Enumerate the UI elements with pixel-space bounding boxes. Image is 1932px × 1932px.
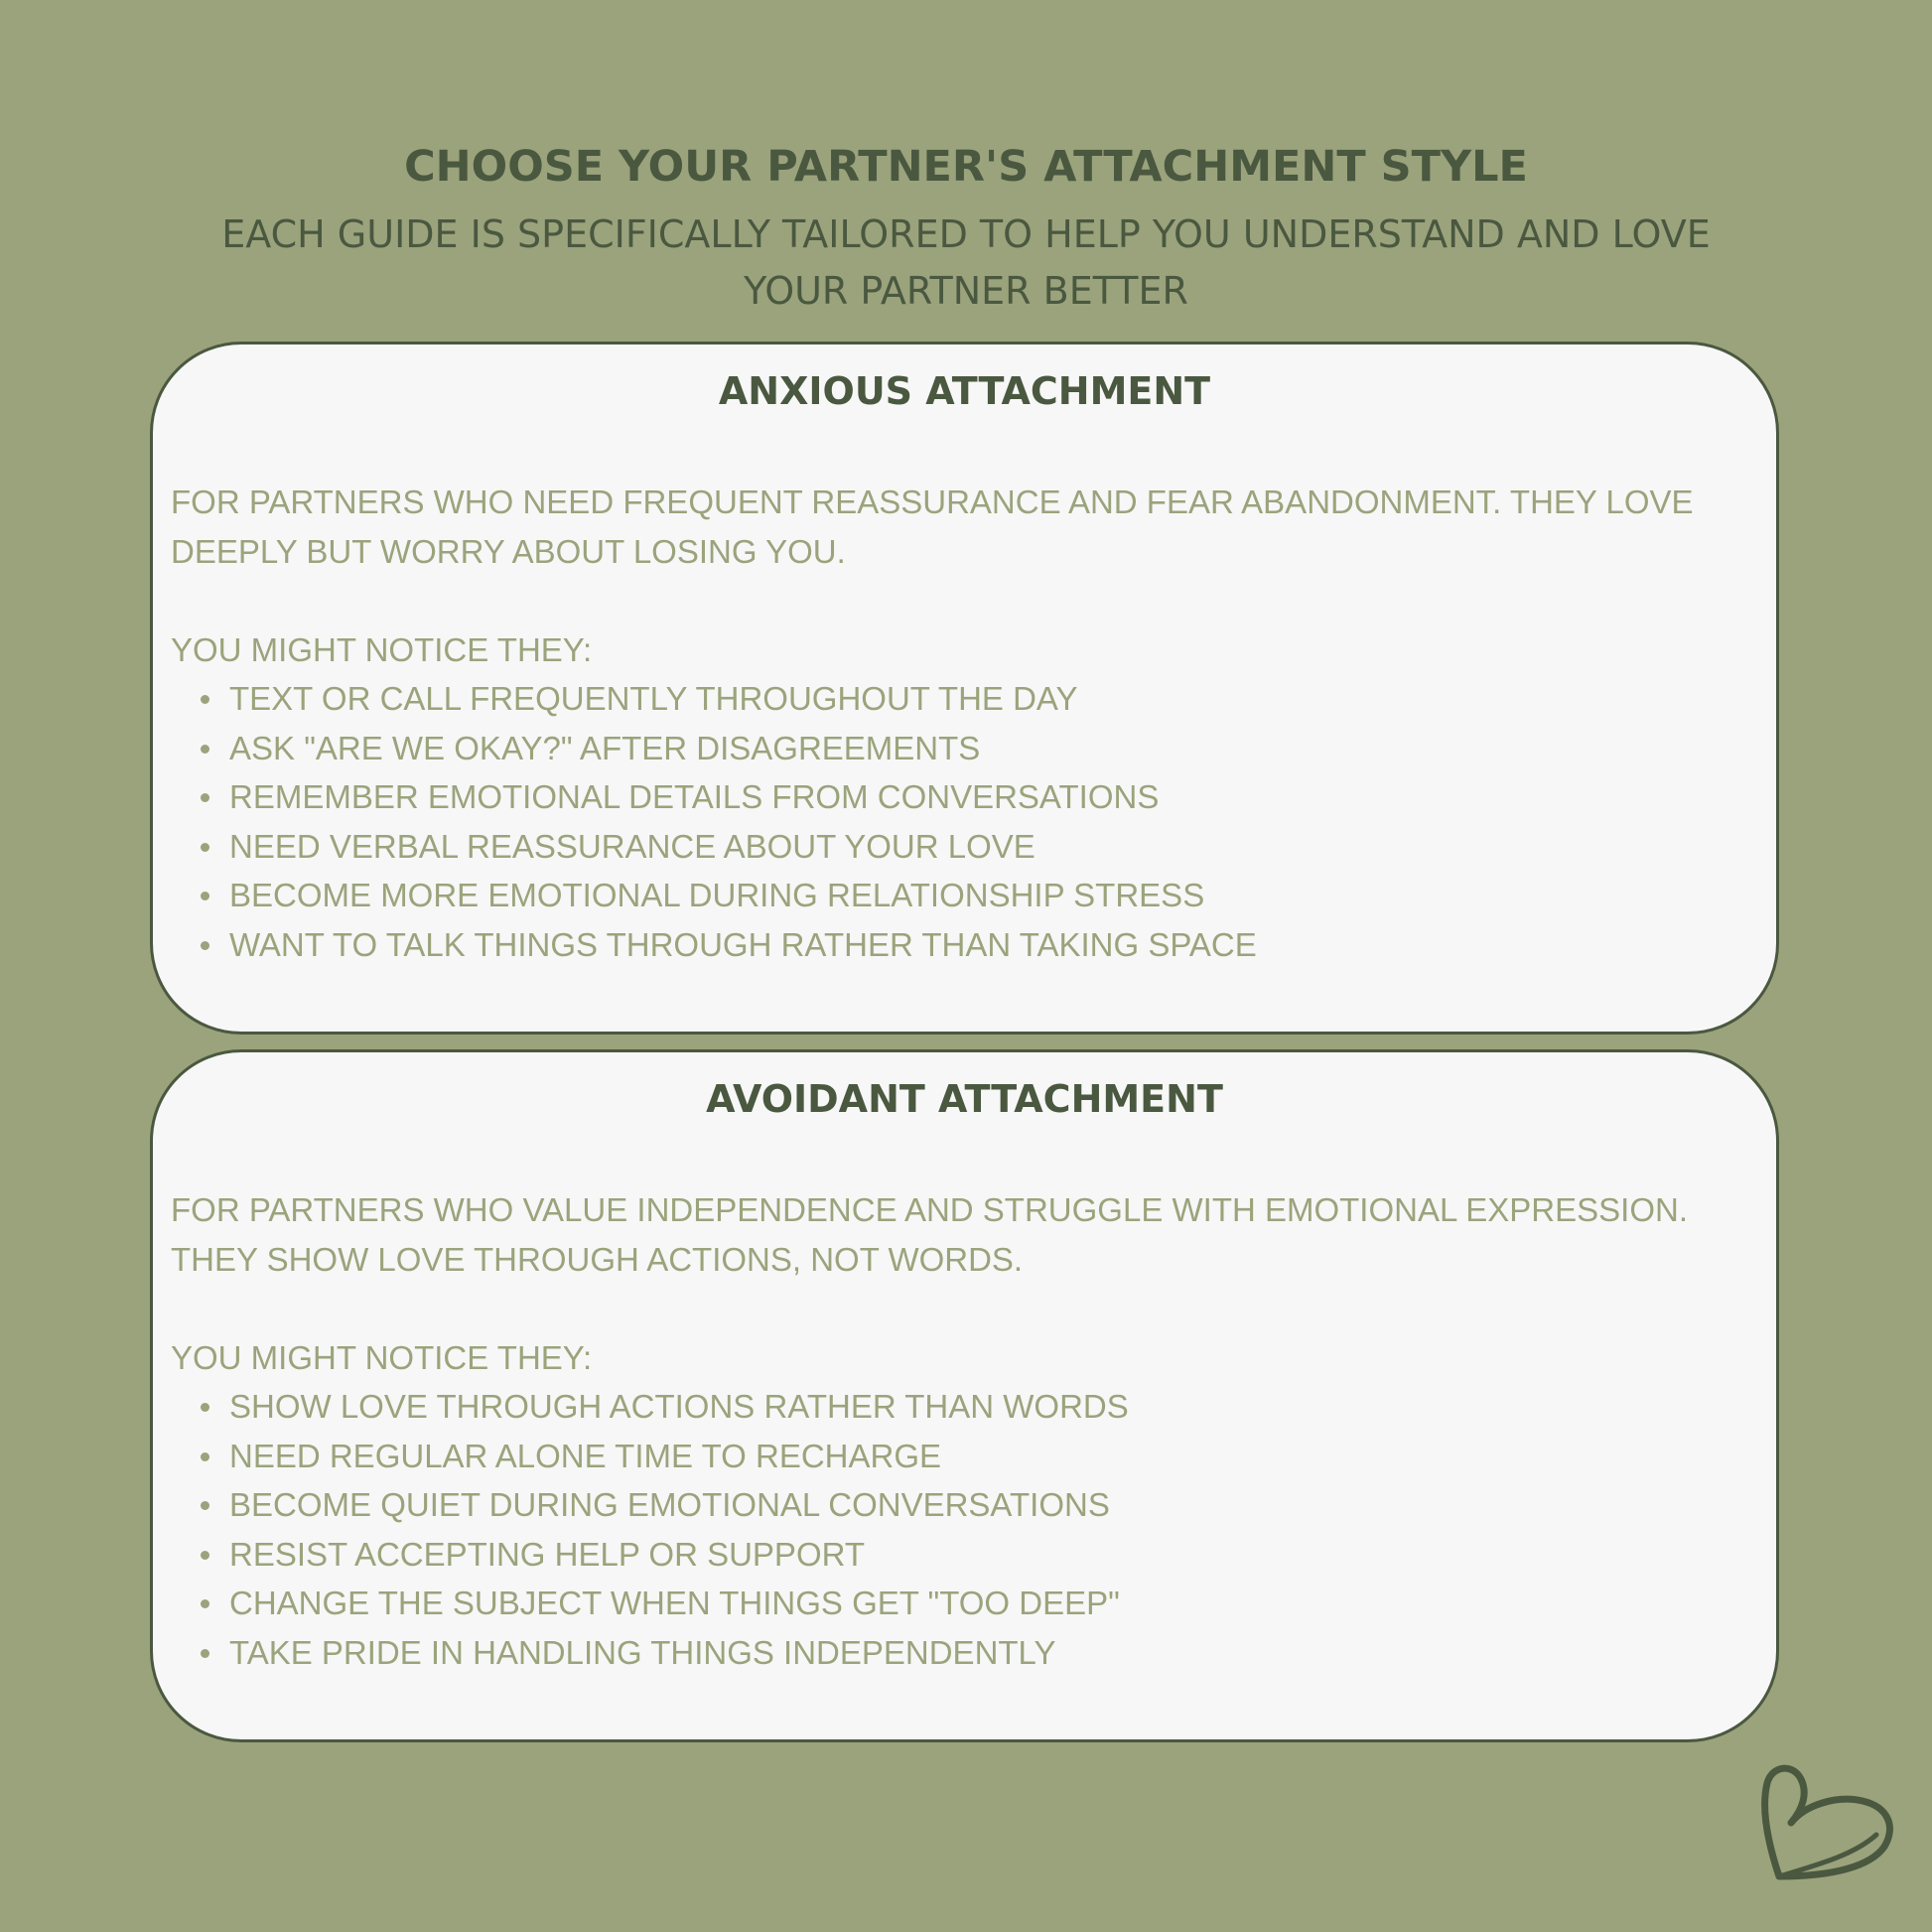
trait-item: NEED REGULAR ALONE TIME TO RECHARGE bbox=[171, 1432, 1720, 1481]
trait-list bbox=[171, 1382, 1720, 1677]
trait-item: REMEMBER EMOTIONAL DETAILS FROM CONVERSATIONS bbox=[171, 772, 1720, 822]
card-body bbox=[171, 1185, 1720, 1677]
trait-item: WANT TO TALK THINGS THROUGH RATHER THAN TAKING SPACE bbox=[171, 920, 1720, 970]
trait-item: ASK "ARE WE OKAY?" AFTER DISAGREEMENTS bbox=[171, 724, 1720, 773]
page-subtitle: EACH GUIDE IS SPECIFICALLY TAILORED TO HELP YOU UNDERSTAND AND LOVE YOUR PARTNER BETTER bbox=[221, 212, 1711, 313]
trait-item: RESIST ACCEPTING HELP OR SUPPORT bbox=[171, 1530, 1720, 1580]
trait-item: TEXT OR CALL FREQUENTLY THROUGHOUT THE DAY bbox=[171, 674, 1720, 724]
trait-item: TAKE PRIDE IN HANDLING THINGS INDEPENDENTLY bbox=[171, 1628, 1720, 1678]
card-body bbox=[171, 478, 1720, 969]
notice-label: YOU MIGHT NOTICE THEY: bbox=[171, 1338, 593, 1376]
trait-item: BECOME QUIET DURING EMOTIONAL CONVERSATIONS bbox=[171, 1480, 1720, 1530]
trait-item: BECOME MORE EMOTIONAL DURING RELATIONSHIP STRESS bbox=[171, 871, 1720, 920]
card-description: FOR PARTNERS WHO NEED FREQUENT REASSURANCE AND FEAR ABANDONMENT. THEY LOVE DEEPLY BUT WORRY ABOUT LOSING YOU. bbox=[171, 483, 1694, 570]
trait-item: CHANGE THE SUBJECT WHEN THINGS GET "TOO DEEP" bbox=[171, 1579, 1720, 1628]
notice-label: YOU MIGHT NOTICE THEY: bbox=[171, 630, 593, 668]
trait-item: NEED VERBAL REASSURANCE ABOUT YOUR LOVE bbox=[171, 822, 1720, 872]
card-avoidant-attachment bbox=[150, 1049, 1779, 1742]
card-title: AVOIDANT ATTACHMENT bbox=[706, 1077, 1223, 1121]
card-description: FOR PARTNERS WHO VALUE INDEPENDENCE AND STRUGGLE WITH EMOTIONAL EXPRESSION. THEY SHOW LOVE THROUGH ACTIONS, NOT WORDS. bbox=[171, 1191, 1689, 1278]
card-anxious-attachment bbox=[150, 342, 1779, 1035]
page-title: CHOOSE YOUR PARTNER'S ATTACHMENT STYLE bbox=[404, 142, 1528, 192]
card-title: ANXIOUS ATTACHMENT bbox=[718, 369, 1211, 413]
heart-logo-icon bbox=[1759, 1761, 1894, 1882]
trait-list bbox=[171, 674, 1720, 969]
trait-item: SHOW LOVE THROUGH ACTIONS RATHER THAN WORDS bbox=[171, 1382, 1720, 1432]
